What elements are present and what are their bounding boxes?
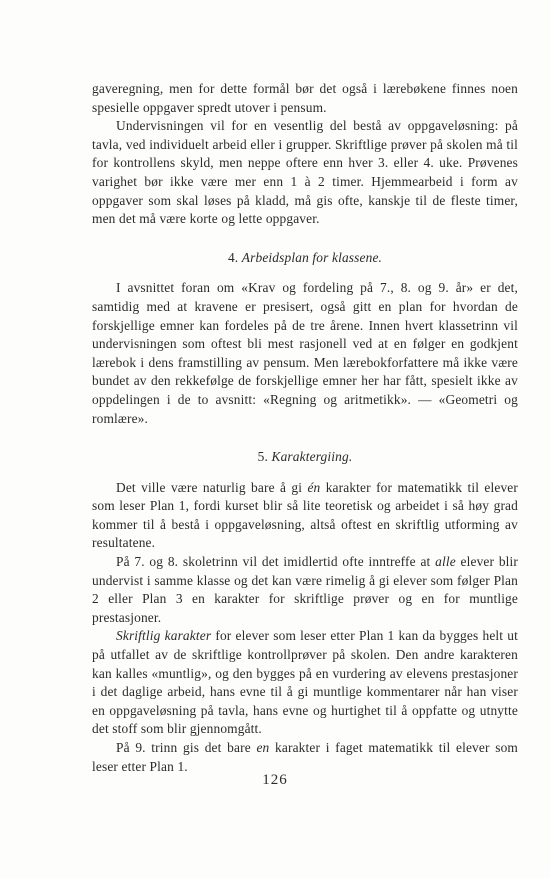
- section-title: Arbeidsplan for klassene.: [241, 249, 383, 265]
- page-number: 126: [262, 772, 288, 788]
- text-run: Det ville være naturlig bare å gi: [116, 479, 308, 495]
- section-heading-5: [92, 448, 518, 467]
- text-run: På 7. og 8. skoletrinn vil det imidlertid ofte inntreffe at: [116, 554, 436, 570]
- paragraph: [92, 739, 518, 776]
- paragraph: gaveregning, men for dette formål bør det også i lærebøkene finnes noen spesielle oppgaver spredt utover i pensum.: [92, 81, 518, 115]
- text-run: karakter i faget matematikk til elever som leser etter Plan 1.: [92, 740, 518, 774]
- emphasis: én: [307, 479, 321, 495]
- paragraph: [92, 479, 518, 553]
- section-number: 5.: [257, 449, 268, 465]
- paragraph: I avsnittet foran om «Krav og fordeling på 7., 8. og 9. år» er det, samtidig med at kravene er presisert, også gitt en plan for hvordan de forskjellige emner kan fordeles på de tre årene. Innen hvert klassetrinn vil undervisningen som oftest bli mest rasjonell ved at en følger en godkjent lærebok i dens framstilling av pensum. Men lærebokforfattere må ikke være bundet av den rekkefølge de forskjellige emner her har fått, spesielt ikke av oppdelingen i de to avsnitt: «Regning og aritmetikk». — «Geometri og romlære».: [92, 280, 518, 426]
- emphasis: Skriftlig karakter: [116, 628, 212, 644]
- paragraph: [92, 627, 518, 739]
- paragraph: [92, 553, 518, 627]
- section-title: Karaktergiing.: [271, 449, 353, 465]
- emphasis: en: [256, 740, 270, 755]
- section-number: 4.: [227, 249, 239, 265]
- section-heading-4: [92, 249, 518, 268]
- paragraph: Undervisningen vil for en vesentlig del bestå av oppgaveløsning: på tavla, ved individuelt arbeid eller i grupper. Skriftlige prøver på skolen må til for kontrollens skyld, men neppe oftere enn hver 3. eller 4. uke. Prøvenes varighet bør ikke være mer enn 1 à 2 timer. Hjemmearbeid i form av oppgaver som skal løses på kladd, må gis ofte, kanskje til de fleste timer, men det må være korte og lette oppgaver.: [92, 118, 518, 227]
- text-run: På 9. trinn gis det bare: [116, 740, 257, 755]
- text-run: karakter for matematikk til elever som leser Plan 1, fordi kurset blir så lite teoretisk og arbeidet i så høy grad kommer til å bestå i oppgaveløsning, altså oftest en skriftlig utforming av resultatene.: [92, 479, 518, 551]
- text-run: elever blir undervist i samme klasse og det kan være rimelig å gi elever som følger Plan 2 eller Plan 3 en karakter for skriftlige prøver og en for muntlige prestasjoner.: [92, 554, 519, 625]
- emphasis: alle: [435, 554, 456, 570]
- body-text: [92, 80, 518, 776]
- text-run: for elever som leser etter Plan 1 kan da bygges helt ut på utfallet av de skriftlige kontrollprøver på skolen. Den andre karakteren kan kalles «muntlig», og den bygges på en vurdering av elevens prestasjoner i det daglige arbeid, hans evne til å gi muntlige kommentarer når han viser en oppgaveløsning på tavla, hans evne og hurtighet til å oppfatte og utnytte det stoff som blir gjennomgått.: [92, 628, 519, 737]
